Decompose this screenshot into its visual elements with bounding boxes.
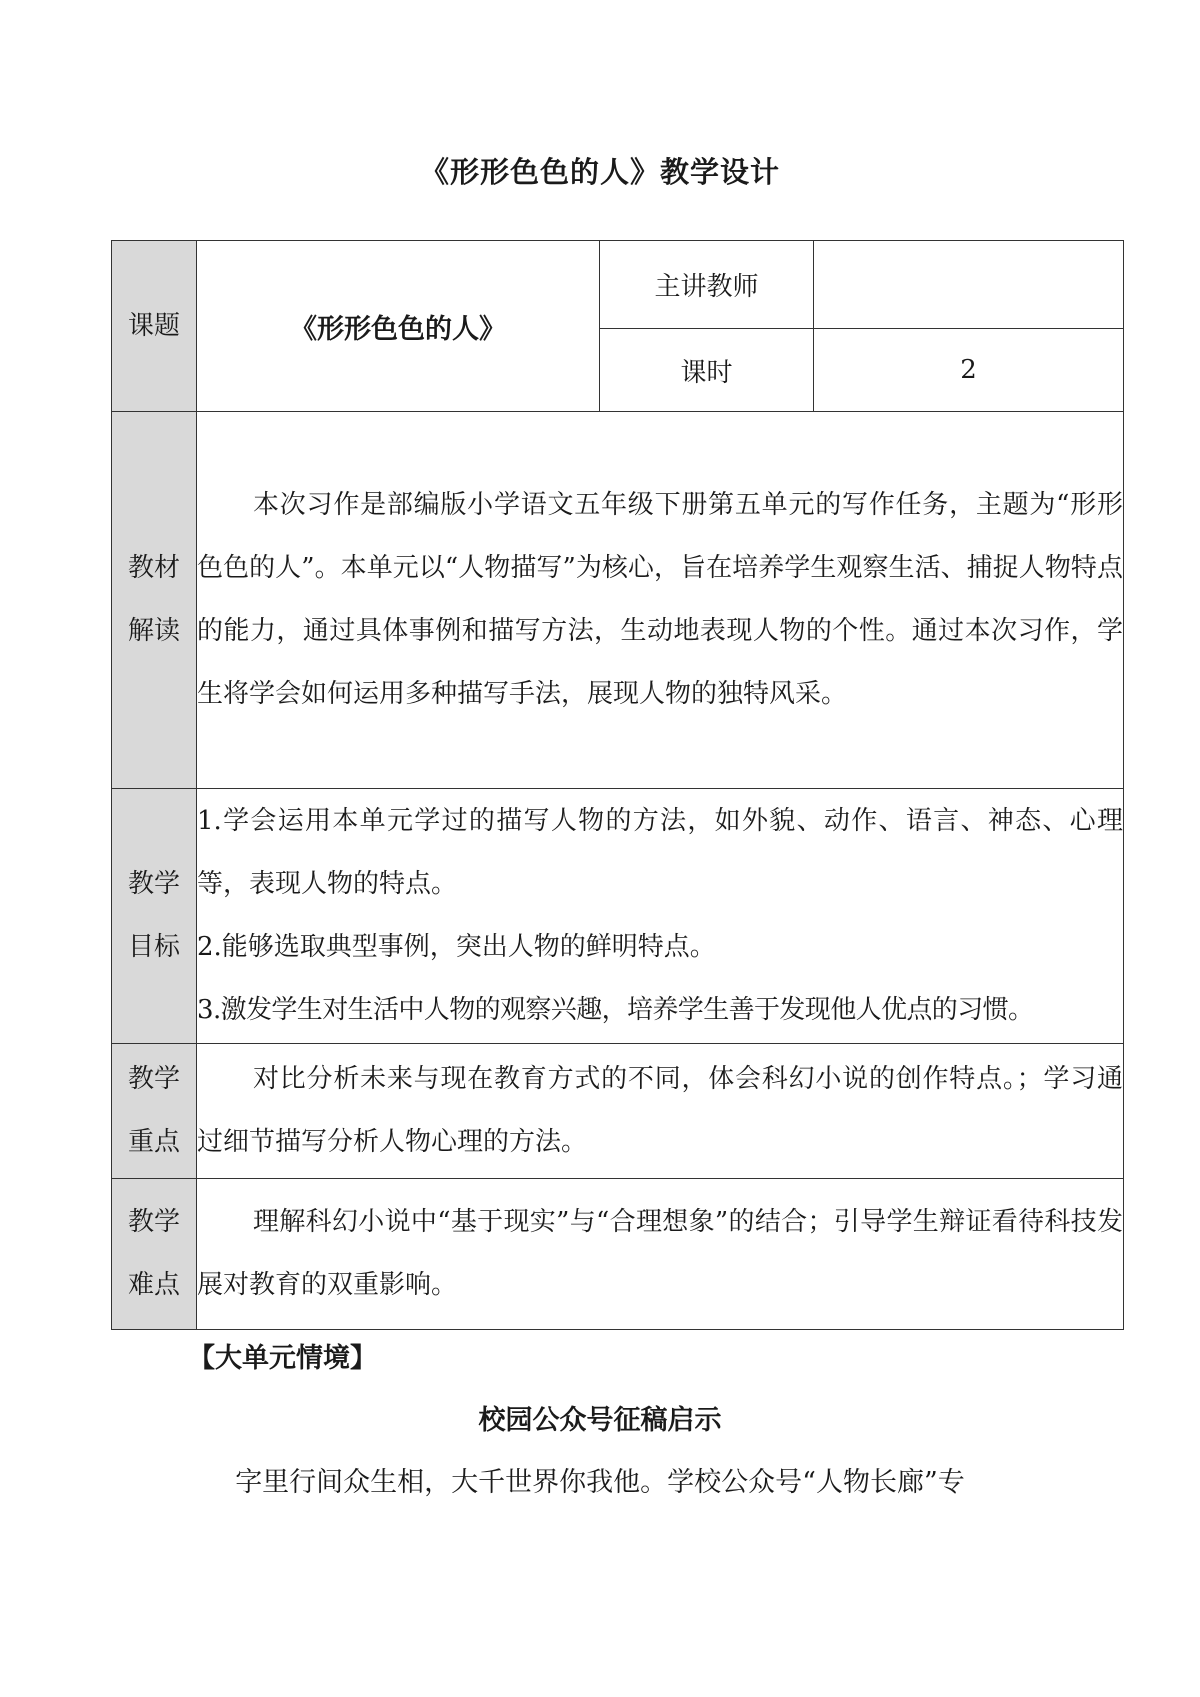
goal-item: 3.激发学生对生活中人物的观察兴趣，培养学生善于发现他人优点的习惯。	[197, 995, 1034, 1025]
lesson-plan-table	[111, 240, 1124, 1330]
topic-row	[112, 241, 1124, 329]
difficulty-row	[112, 1179, 1124, 1330]
goals-row	[112, 789, 1124, 1044]
key-points-content	[197, 1044, 1124, 1179]
difficulty-content	[197, 1179, 1124, 1330]
material-text: 本次习作是部编版小学语文五年级下册第五单元的写作任务，主题为“形形色色的人”。本单元以“人物描写”为核心，旨在培养学生观察生活、捕捉人物特点的能力，通过具体事例和描写方法，生动地表现人物的个性。通过本次习作，学生将学会如何运用多种描写手法，展现人物的独特风采。	[197, 490, 1123, 709]
teacher-value	[814, 241, 1124, 329]
material-row	[112, 412, 1124, 789]
period-label: 课时	[600, 329, 814, 412]
key-points-label	[112, 1044, 197, 1179]
difficulty-text: 理解科幻小说中“基于现实”与“合理想象”的结合；引导学生辩证看待科技发展对教育的双重影响。	[197, 1207, 1123, 1300]
topic-label: 课题	[112, 241, 197, 412]
goals-label-text: 教学目标	[127, 869, 180, 962]
goals-content	[197, 789, 1124, 1044]
topic-value: 《形形色色的人》	[197, 241, 600, 412]
notice-text: 字里行间众生相，大千世界你我他。学校公众号“人物长廊”专	[235, 1467, 965, 1498]
goal-item: 2.能够选取典型事例，突出人物的鲜明特点。	[197, 932, 716, 962]
key-points-label-text: 教学重点	[127, 1064, 180, 1157]
notice-title: 校园公众号征稿启示	[478, 1405, 722, 1436]
goal-item: 1.学会运用本单元学过的描写人物的方法，如外貌、动作、语言、神态、心理等，表现人物的特点。	[197, 806, 1123, 899]
document-title: 《形形色色的人》教学设计	[419, 155, 780, 189]
goals-label	[112, 789, 197, 1044]
difficulty-label-text: 教学难点	[127, 1207, 180, 1300]
period-value: 2	[814, 329, 1124, 412]
teacher-label: 主讲教师	[600, 241, 814, 329]
difficulty-label	[112, 1179, 197, 1330]
material-label	[112, 412, 197, 789]
section-heading: 【大单元情境】	[188, 1343, 377, 1374]
material-content	[197, 412, 1124, 789]
material-label-text: 教材解读	[127, 553, 180, 646]
key-points-text: 对比分析未来与现在教育方式的不同，体会科幻小说的创作特点。；学习通过细节描写分析人物心理的方法。	[197, 1064, 1123, 1157]
key-points-row	[112, 1044, 1124, 1179]
